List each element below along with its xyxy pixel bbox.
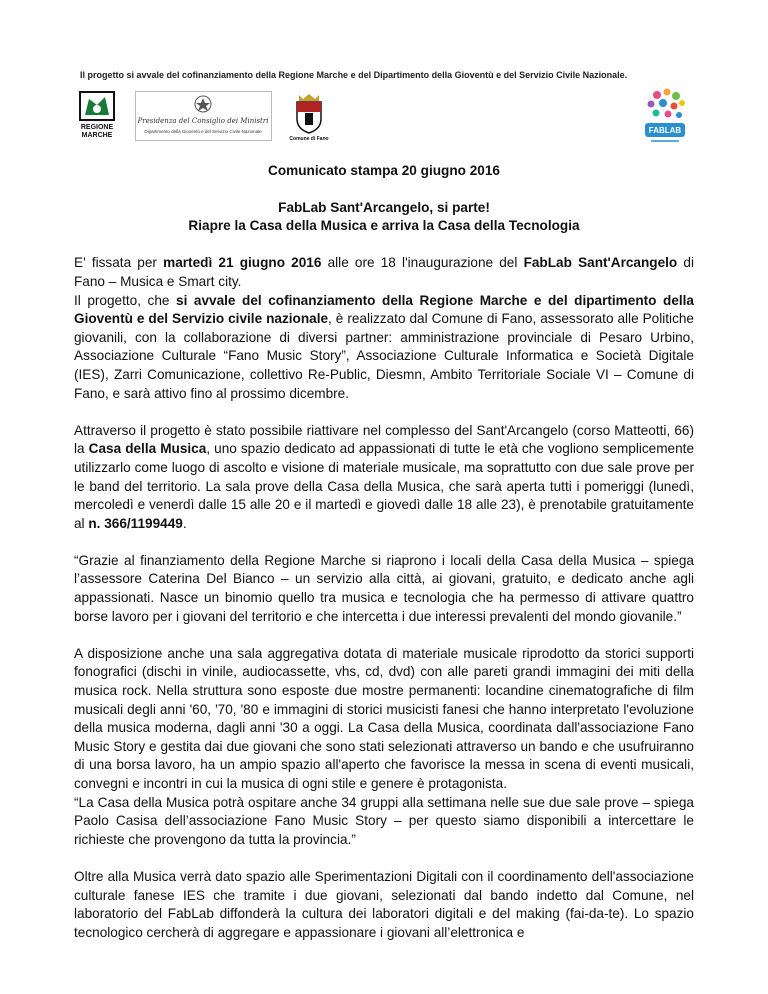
release-title: Comunicato stampa 20 giugno 2016: [268, 163, 500, 178]
text-run: , uno spazio dedicato ad appassionati di tutte le età che vogliono semplicemente utilizzarlo come luogo di ascolto e visione di materiale musicale, ma soprattutto con due sale prove per le band del territorio. La sala prove della Casa della Musica, che sarà aperta tutti i pomeriggi (lunedì, mercoledì e venerdì dalle 15 alle 20 e il martedì e giovedì dalle 18 alle 23), è prenotabile gratuitamente al: [74, 441, 695, 531]
svg-text:Comune di Fano: Comune di Fano: [289, 136, 329, 141]
svg-text:Dipartimento della Gioventù e: Dipartimento della Gioventù e del Servizio Civile Nazionale: [144, 129, 262, 134]
svg-text:MARCHE: MARCHE: [81, 132, 113, 139]
comune-fano-logo: [289, 91, 329, 141]
paragraph-quote-assessore: “Grazie al finanziamento della Regione Marche si riaprono i locali della Casa della Musica – spiega l’assessore Caterina Del Bianco – un servizio alla città, ai giovani, gratuito, e dedicato anche agli appassionati. Nasce un binomio quello tra musica e tecnologia che ha permesso di attivare quattro borse lavoro per i giovani del territorio e che intercetta i due interessi prevalenti del mondo giovanile.”: [74, 552, 694, 624]
text-run: alle ore 18 l'inaugurazione del: [321, 255, 524, 271]
text-run: di Fano – Musica e Smart city.: [74, 255, 695, 289]
paragraph-project: [74, 292, 694, 404]
cofinancing-text: si avvale del cofinanziamento della Regione Marche e del dipartimento della Gioventù e del Servizio civile nazionale: [74, 292, 694, 327]
paragraph-inauguration: [74, 254, 694, 291]
text-run: , è realizzato dal Comune di Fano, assessorato alle Politiche giovanili, con la collaborazione di diversi partner: amministrazione provinciale di Pesaro Urbino, Associazione Culturale “Fano Music Story”, Associazione Culturale Informatica e Società Digitale (IES), Zarri Comunicazione, collettivo Re-Public, Diesmn, Ambito Territoriale Sociale VI – Comune di Fano, e sarà attivo fino al prossimo dicembre.: [74, 311, 694, 401]
fablab-logo: [637, 87, 693, 145]
fablab-name: FabLab Sant'Arcangelo: [523, 255, 678, 271]
paragraph-sperimentazioni-digitali: Oltre alla Musica verrà dato spazio alle Sperimentazioni Digitali con il coordinamento dell'associazione culturale fanese IES che tramite i due giovani, selezionati dal bando indetto dal Comune, nel laboratorio del FabLab diffonderà la cultura dei laboratori digitali e del making (fai-da-te). Lo spazio tecnologico cercherà di aggregare e appassionare i giovani all’elettronica e: [74, 868, 694, 940]
press-release-body: [74, 162, 694, 942]
casa-musica-name: Casa della Musica: [88, 441, 207, 457]
phone-number: n. 366/1199449: [88, 515, 183, 531]
headline: FabLab Sant'Arcangelo, si parte!: [278, 199, 490, 215]
presidenza-consiglio-logo: [135, 91, 272, 141]
svg-text:FABLAB: FABLAB: [648, 126, 682, 135]
event-date: martedì 21 giugno 2016: [163, 255, 322, 271]
paragraph-quote-casisa: “La Casa della Musica potrà ospitare anche 34 gruppi alla settimana nelle sue due sale prove – spiega Paolo Casisa dell’associazione Fano Music Story – per questo siamo disponibili a intercettare le richieste che provengono da tutta la provincia.”: [74, 794, 694, 847]
cofinancing-note: Il progetto si avvale del cofinanziamento della Regione Marche e del Dipartimento della Gioventù e del Servizio Civile Nazionale.: [80, 70, 628, 80]
text-run: E' fissata per: [74, 255, 164, 271]
regione-marche-logo: [79, 91, 115, 139]
paragraph-casa-musica: [74, 422, 694, 534]
svg-text:REGIONE: REGIONE: [80, 124, 114, 131]
text-run: .: [182, 515, 187, 531]
subheadline: Riapre la Casa della Musica e arriva la Casa della Tecnologia: [188, 218, 580, 234]
text-run: Attraverso il progetto è stato possibile riattivare nel complesso del Sant'Arcangelo (corso Matteotti, 66) la: [74, 422, 694, 457]
text-run: Il progetto, che: [74, 292, 177, 308]
svg-text:Presidenza del Consiglio dei M: Presidenza del Consiglio dei Ministri: [137, 117, 269, 125]
paragraph-sala-aggregativa: A disposizione anche una sala aggregativa dotata di materiale musicale riprodotto da storici supporti fonografici (dischi in vinile, audiocassette, vhs, cd, dvd) con alle pareti grandi immagini dei miti della musica rock. Nella struttura sono esposte due mostre permanenti: locandine cinematografiche di film musicali degli anni '60, '70, '80 e immagini di storici musicisti fanesi che hanno interpretato l'evoluzione della musica moderna, dagli anni '30 a oggi. La Casa della Musica, coordinata dall'associazione Fano Music Story e gestita dai due giovani che sono stati selezionati attraverso un bando e che usufruiranno di una borsa lavoro, ha un ampio spazio all'aperto che favorisce la messa in scena di eventi musicali, convegni e incontri in cui la musica di ogni stile e genere è protagonista.: [74, 645, 694, 791]
